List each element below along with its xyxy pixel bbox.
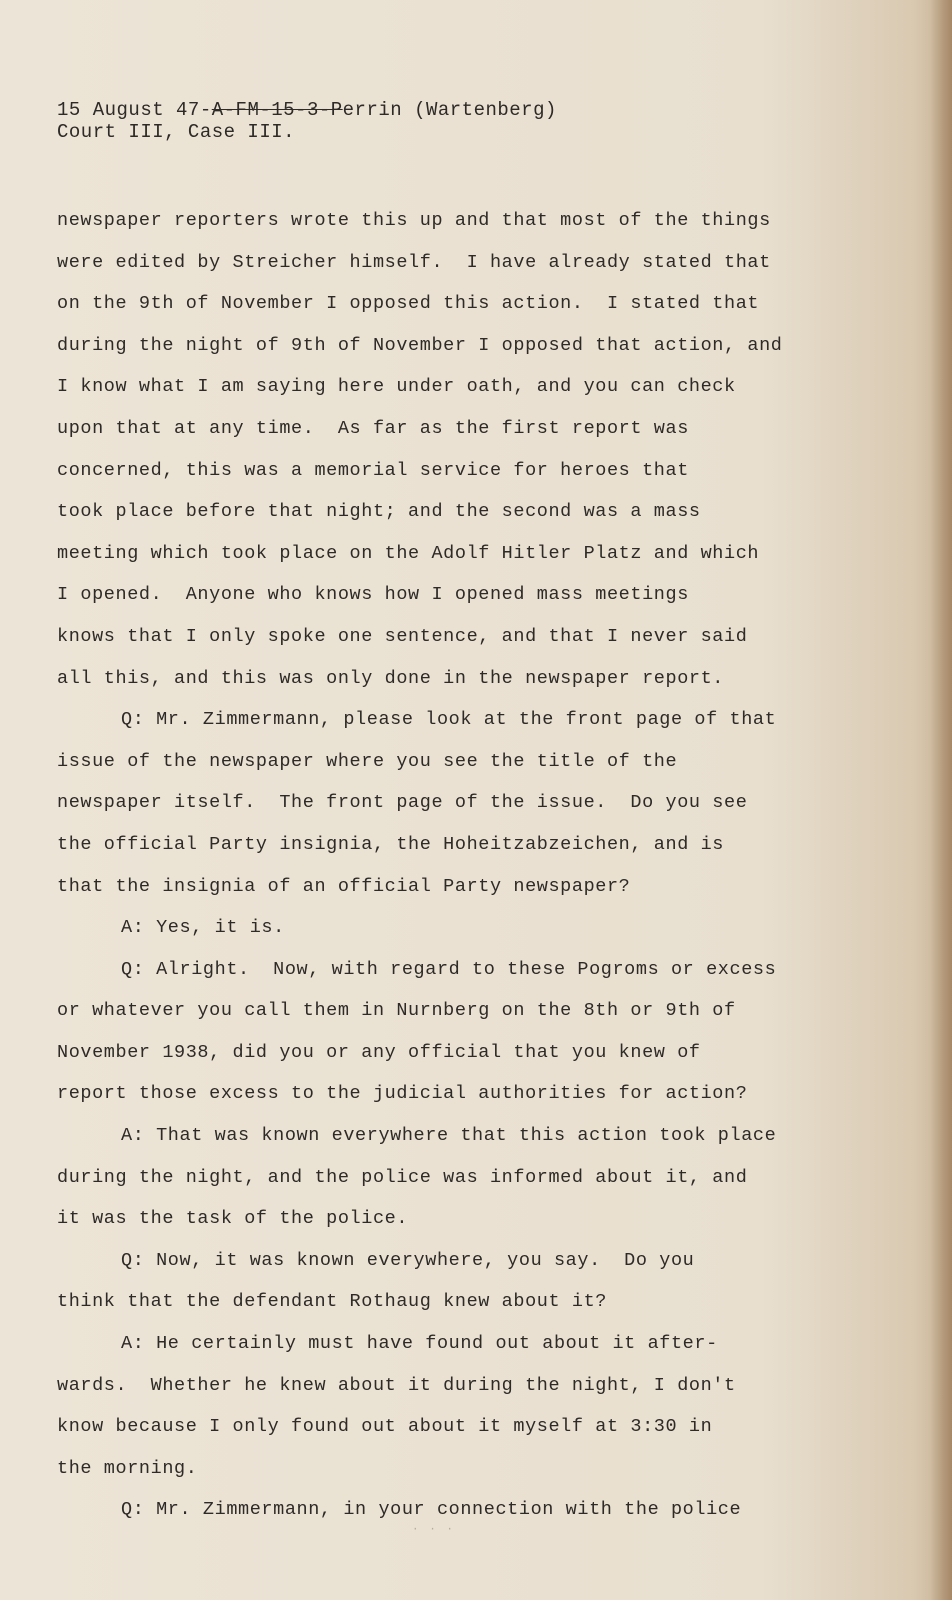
transcript-line: the morning. — [57, 1457, 198, 1479]
transcript-line: during the night of 9th of November I opposed that action, and — [57, 334, 783, 356]
answer-line: A: He certainly must have found out about it after- — [121, 1333, 718, 1355]
transcript-line: newspaper reporters wrote this up and that most of the things — [57, 210, 771, 231]
answer-line: A: That was known everywhere that this action took place — [121, 1125, 777, 1147]
transcript-line: during the night, and the police was informed about it, and — [57, 1166, 748, 1188]
transcript-line: on the 9th of November I opposed this action. I stated that — [57, 293, 760, 315]
transcript-line: knows that I only spoke one sentence, and that I never said — [57, 625, 748, 647]
transcript-line: report those excess to the judicial authorities for action? — [57, 1083, 748, 1105]
transcript-line: issue of the newspaper where you see the title of the — [57, 750, 678, 772]
question-line: Q: Alright. Now, with regard to these Pogroms or excess — [121, 958, 777, 980]
transcript-line: newspaper itself. The front page of the issue. Do you see — [57, 792, 748, 814]
transcript-line: I opened. Anyone who knows how I opened mass meetings — [57, 584, 689, 606]
transcript-line: the official Party insignia, the Hoheitzabzeichen, and is — [57, 833, 725, 855]
transcript-body — [57, 200, 847, 1531]
header-struck-code: A-FM-15-3-P — [211, 99, 343, 121]
page-edge-shadow — [930, 0, 952, 1600]
document-header — [57, 99, 557, 143]
faint-page-mark: · · · — [412, 1524, 456, 1536]
header-reporter: errin (Wartenberg) — [342, 99, 557, 121]
transcript-line: took place before that night; and the second was a mass — [57, 501, 701, 523]
transcript-line: think that the defendant Rothaug knew about it? — [57, 1291, 607, 1313]
transcript-line: all this, and this was only done in the newspaper report. — [57, 667, 725, 689]
header-line-1 — [57, 99, 557, 121]
question-line: Q: Now, it was known everywhere, you say. Do you — [121, 1249, 695, 1271]
transcript-line: I know what I am saying here under oath, and you can check — [57, 376, 736, 398]
question-line: Q: Mr. Zimmermann, please look at the front page of that — [121, 709, 777, 731]
transcript-line: or whatever you call them in Nurnberg on the 8th or 9th of — [57, 1000, 736, 1022]
question-line: Q: Mr. Zimmermann, in your connection with the police — [121, 1499, 742, 1521]
transcript-line: November 1938, did you or any official that you knew of — [57, 1041, 701, 1063]
transcript-line: it was the task of the police. — [57, 1208, 409, 1230]
header-date: 15 August 47- — [57, 99, 212, 121]
transcript-line: that the insignia of an official Party newspaper? — [57, 875, 631, 897]
transcript-line: know because I only found out about it myself at 3:30 in — [57, 1416, 713, 1438]
transcript-line: wards. Whether he knew about it during the night, I don't — [57, 1374, 736, 1396]
answer-line: A: Yes, it is. — [121, 917, 285, 939]
transcript-line: upon that at any time. As far as the first report was — [57, 417, 689, 439]
transcript-line: were edited by Streicher himself. I have already stated that — [57, 251, 771, 273]
header-line-2: Court III, Case III. — [57, 121, 296, 143]
transcript-line: concerned, this was a memorial service for heroes that — [57, 459, 689, 481]
transcript-line: meeting which took place on the Adolf Hitler Platz and which — [57, 542, 760, 564]
